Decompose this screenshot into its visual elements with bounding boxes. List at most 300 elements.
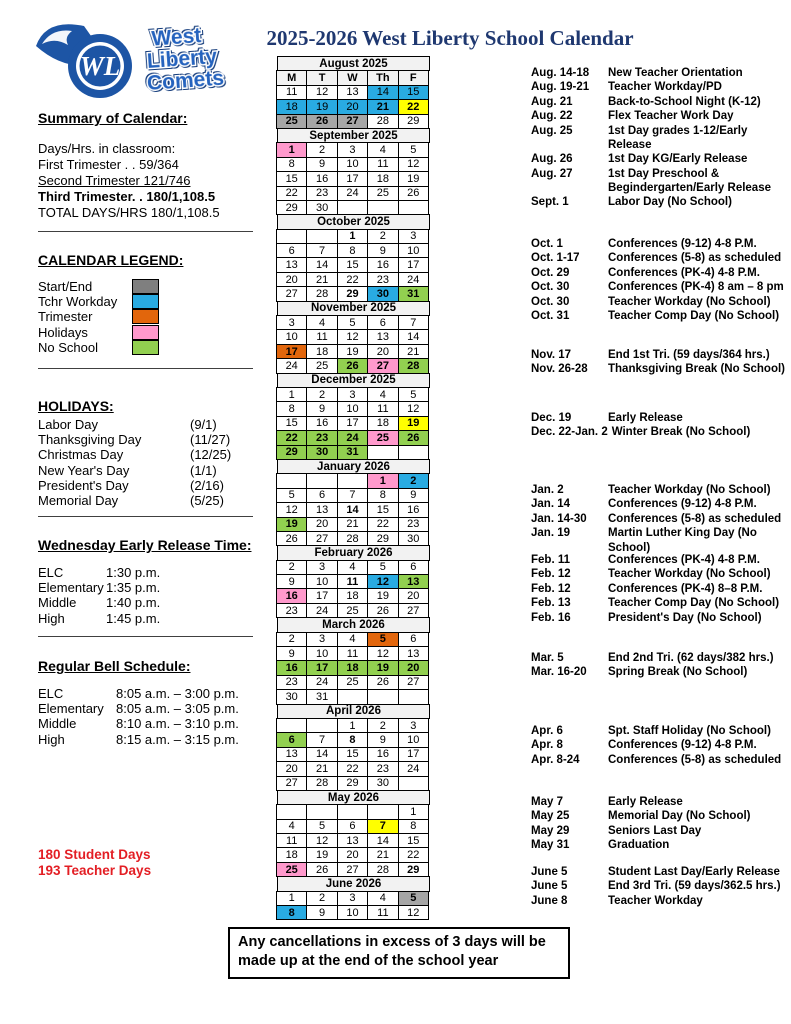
- day-cell: [398, 200, 429, 215]
- day-cell: 14: [337, 502, 368, 517]
- day-cell: 11: [306, 329, 337, 344]
- legend-swatch: [132, 309, 159, 324]
- day-cell: 17: [398, 747, 429, 762]
- event-date: Sept. 1: [531, 196, 569, 208]
- week-row: [277, 531, 430, 546]
- day-cell: 4: [367, 142, 398, 157]
- day-cell: 23: [367, 272, 398, 287]
- event-description: Martin Luther King Day (No School): [608, 527, 757, 554]
- month-header: April 2026: [277, 704, 430, 719]
- day-cell: 25: [367, 186, 398, 201]
- day-cell: 27: [306, 531, 337, 546]
- day-cell: 10: [337, 157, 368, 172]
- day-cell: 5: [276, 488, 307, 503]
- day-cell: 12: [367, 574, 398, 589]
- week-row: [277, 344, 430, 359]
- event-description: Thanksgiving Break (No School): [608, 363, 785, 376]
- event-date: Oct. 29: [531, 266, 570, 279]
- month-weeks: [277, 142, 430, 215]
- week-row: [277, 200, 430, 215]
- month-header: March 2026: [277, 617, 430, 632]
- day-cell: 4: [306, 315, 337, 330]
- event-date: Mar. 16-20: [531, 666, 587, 679]
- event-date: Apr. 8: [531, 739, 563, 752]
- school-level: Middle: [38, 716, 77, 732]
- day-cell: 19: [276, 517, 307, 532]
- day-cell: 21: [337, 517, 368, 532]
- day-cell: 9: [398, 488, 429, 503]
- day-cell: 26: [306, 114, 337, 129]
- week-row: [277, 632, 430, 647]
- legend-row: [38, 294, 253, 309]
- day-cell: 6: [398, 560, 429, 575]
- event-description: Conferences (PK-4) 8 am – 8 pm: [608, 281, 784, 294]
- day-cell: 18: [367, 416, 398, 431]
- day-cell: 19: [398, 416, 429, 431]
- release-time: 1:40 p.m.: [106, 595, 161, 611]
- week-row: [277, 905, 430, 920]
- summary-line: Days/Hrs. in classroom:: [38, 141, 176, 156]
- month-block: [277, 876, 430, 920]
- summary-heading: Summary of Calendar:: [38, 110, 188, 126]
- week-row: [277, 675, 430, 690]
- event-group: [531, 553, 791, 625]
- event-description: Teacher Workday: [608, 894, 703, 907]
- day-cell: [367, 689, 398, 704]
- day-cell: 1: [337, 718, 368, 733]
- day-cell: 31: [337, 445, 368, 460]
- day-cell: 16: [276, 660, 307, 675]
- week-row: [277, 416, 430, 431]
- day-cell: 10: [276, 329, 307, 344]
- day-cell: 7: [367, 819, 398, 834]
- day-cell: 1: [276, 891, 307, 906]
- day-cell: 10: [398, 243, 429, 258]
- day-cell: 2: [276, 560, 307, 575]
- day-cell: 29: [367, 531, 398, 546]
- event-row: [531, 651, 791, 665]
- week-row: [277, 603, 430, 618]
- event-description: Conferences (PK-4) 4-8 P.M.: [608, 266, 760, 279]
- day-cell: 19: [367, 588, 398, 603]
- event-description: President's Day (No School): [608, 611, 762, 624]
- legend-heading: CALENDAR LEGEND:: [38, 252, 184, 268]
- day-cell: 23: [276, 603, 307, 618]
- holiday-name: President's Day: [38, 477, 129, 493]
- day-cell: 6: [367, 315, 398, 330]
- event-description: Seniors Last Day: [608, 824, 702, 837]
- event-date: Feb. 12: [531, 568, 571, 581]
- month-block: [277, 128, 430, 215]
- day-cell: 31: [306, 689, 337, 704]
- month-block: [277, 790, 430, 877]
- day-cell: 26: [337, 358, 368, 373]
- event-date: Feb. 12: [531, 582, 571, 595]
- day-cell: 30: [276, 689, 307, 704]
- month-header: June 2026: [277, 876, 430, 891]
- event-date: Apr. 8-24: [531, 753, 580, 766]
- event-description: Graduation: [608, 839, 670, 852]
- day-cell: [367, 804, 398, 819]
- event-row: [531, 167, 791, 196]
- bell-times: 8:10 a.m. – 3:10 p.m.: [116, 716, 239, 732]
- week-row: [277, 502, 430, 517]
- day-cell: 3: [276, 315, 307, 330]
- day-cell: 28: [367, 114, 398, 129]
- week-row: [277, 718, 430, 733]
- event-row: [531, 109, 791, 123]
- event-date: Dec. 22-Jan. 2: [531, 426, 608, 439]
- day-cell: [398, 445, 429, 460]
- week-row: [277, 560, 430, 575]
- event-group: [531, 724, 791, 767]
- event-row: [531, 596, 791, 610]
- month-block: [277, 373, 430, 460]
- day-cell: 22: [398, 99, 429, 114]
- bell-schedule-list: [38, 686, 253, 747]
- day-cell: 5: [367, 560, 398, 575]
- day-cell: 5: [398, 891, 429, 906]
- day-cell: 20: [398, 588, 429, 603]
- school-level: Elementary: [38, 701, 104, 717]
- day-counts: [38, 847, 253, 879]
- divider: [38, 636, 253, 637]
- legend-swatch: [132, 325, 159, 340]
- day-cell: [337, 689, 368, 704]
- day-cell: 15: [398, 85, 429, 100]
- day-cell: 8: [367, 488, 398, 503]
- event-row: [531, 512, 791, 526]
- day-cell: [276, 804, 307, 819]
- day-cell: 18: [337, 588, 368, 603]
- event-row: [531, 483, 791, 497]
- event-date: Aug. 22: [531, 110, 573, 123]
- day-cell: [337, 804, 368, 819]
- week-row: [277, 286, 430, 301]
- week-row: [277, 776, 430, 791]
- day-cell: 10: [398, 732, 429, 747]
- event-description: Early Release: [608, 412, 683, 424]
- day-cell: 1: [276, 142, 307, 157]
- week-row: [277, 819, 430, 834]
- day-cell: 14: [398, 329, 429, 344]
- week-row: [277, 315, 430, 330]
- week-row: [277, 387, 430, 402]
- summary-lines: [38, 141, 253, 221]
- day-cell: 19: [306, 99, 337, 114]
- week-row: [277, 862, 430, 877]
- event-group: [531, 348, 791, 377]
- week-row: [277, 430, 430, 445]
- day-cell: 8: [337, 732, 368, 747]
- day-cell: 5: [337, 315, 368, 330]
- day-cell: 6: [337, 819, 368, 834]
- summary-line: Third Trimester. . 180/1,108.5: [38, 189, 216, 204]
- month-header: January 2026: [277, 459, 430, 474]
- day-cell: 2: [276, 632, 307, 647]
- holiday-date: (12/25): [190, 447, 232, 463]
- day-cell: 26: [398, 430, 429, 445]
- event-date: Feb. 16: [531, 611, 571, 624]
- events-column: [531, 0, 791, 1024]
- day-cell: 11: [337, 574, 368, 589]
- event-description: Spt. Staff Holiday (No School): [608, 725, 771, 737]
- day-cell: [306, 804, 337, 819]
- day-cell: 27: [337, 862, 368, 877]
- day-cell: 20: [306, 517, 337, 532]
- event-row: [531, 95, 791, 109]
- day-cell: 20: [276, 272, 307, 287]
- day-cell: 12: [276, 502, 307, 517]
- day-cell: 9: [276, 646, 307, 661]
- event-date: Aug. 25: [531, 124, 573, 137]
- holiday-name: Christmas Day: [38, 447, 124, 463]
- bell-schedule-row: [38, 732, 253, 747]
- day-cell: 5: [398, 387, 429, 402]
- event-description: 1st Day Preschool & Begindergarten/Early Release: [608, 167, 771, 195]
- event-date: May 31: [531, 839, 570, 852]
- day-cell: 23: [276, 675, 307, 690]
- bell-schedule-row: [38, 716, 253, 731]
- day-cell: 29: [398, 862, 429, 877]
- day-cell: 30: [367, 776, 398, 791]
- week-row: [277, 358, 430, 373]
- day-cell: 6: [306, 488, 337, 503]
- event-row: [531, 582, 791, 596]
- day-cell: 1: [337, 229, 368, 244]
- day-cell: 23: [306, 430, 337, 445]
- day-cell: 27: [276, 286, 307, 301]
- day-cell: 6: [398, 632, 429, 647]
- day-cell: 26: [398, 186, 429, 201]
- event-description: New Teacher Orientation: [608, 67, 743, 79]
- month-header: December 2025: [277, 373, 430, 388]
- day-cell: 30: [306, 200, 337, 215]
- event-description: Conferences (PK-4) 8–8 P.M.: [608, 582, 763, 595]
- day-cell: 13: [398, 646, 429, 661]
- event-row: [531, 724, 791, 738]
- event-description: Student Last Day/Early Release: [608, 866, 780, 878]
- day-cell: 8: [337, 243, 368, 258]
- event-row: [531, 66, 791, 80]
- school-level: Middle: [38, 595, 77, 611]
- week-row: [277, 517, 430, 532]
- event-group: [531, 795, 791, 853]
- month-block: [277, 459, 430, 546]
- day-cell: 13: [306, 502, 337, 517]
- day-cell: 27: [337, 114, 368, 129]
- legend-label: Tchr Workday: [38, 294, 118, 310]
- event-description: Labor Day (No School): [608, 196, 732, 208]
- day-cell: F: [398, 70, 429, 85]
- holiday-date: (5/25): [190, 493, 224, 509]
- day-cell: 25: [367, 430, 398, 445]
- event-description: 1st Day KG/Early Release: [608, 153, 748, 166]
- legend-items: [38, 279, 253, 355]
- day-cell: 1: [367, 473, 398, 488]
- week-row: [277, 401, 430, 416]
- week-row: [277, 646, 430, 661]
- day-cell: 27: [367, 358, 398, 373]
- day-cell: [306, 718, 337, 733]
- day-cell: 13: [276, 747, 307, 762]
- day-cell: [337, 473, 368, 488]
- event-row: [531, 894, 791, 908]
- event-date: Oct. 31: [531, 310, 570, 323]
- event-description: Conferences (5-8) as scheduled: [608, 753, 782, 766]
- month-block: [277, 214, 430, 301]
- event-date: Aug. 14-18: [531, 67, 590, 79]
- bell-schedule-heading: Regular Bell Schedule:: [38, 658, 191, 674]
- day-cell: 21: [398, 344, 429, 359]
- day-cell: 11: [367, 401, 398, 416]
- week-row: [277, 847, 430, 862]
- day-cell: 4: [337, 632, 368, 647]
- event-row: [531, 251, 791, 265]
- holiday-name: Thanksgiving Day: [38, 432, 142, 448]
- day-cell: 17: [337, 171, 368, 186]
- month-block: [277, 617, 430, 704]
- week-row: [277, 473, 430, 488]
- day-cell: Th: [367, 70, 398, 85]
- event-group: [531, 865, 791, 908]
- week-row: [277, 488, 430, 503]
- event-row: [531, 865, 791, 879]
- day-cell: 29: [276, 200, 307, 215]
- day-cell: 25: [337, 675, 368, 690]
- day-cell: 26: [367, 603, 398, 618]
- day-cell: 13: [337, 85, 368, 100]
- event-description: Flex Teacher Work Day: [608, 110, 734, 123]
- logo-monogram: WL: [79, 51, 121, 81]
- event-description: Conferences (5-8) as scheduled: [608, 512, 782, 525]
- bell-times: 8:05 a.m. – 3:05 p.m.: [116, 701, 239, 717]
- event-date: Feb. 13: [531, 597, 571, 610]
- summary-line: Second Trimester 121/746: [38, 173, 191, 188]
- event-date: Nov. 17: [531, 349, 572, 361]
- day-cell: 21: [367, 99, 398, 114]
- event-date: Oct. 1: [531, 238, 563, 250]
- event-description: Spring Break (No School): [608, 666, 748, 679]
- day-cell: 8: [276, 401, 307, 416]
- holiday-row: [38, 447, 253, 462]
- day-cell: 16: [367, 257, 398, 272]
- event-description: Teacher Comp Day (No School): [608, 310, 780, 323]
- early-release-list: [38, 565, 253, 626]
- event-date: May 25: [531, 810, 570, 823]
- day-cell: 18: [337, 660, 368, 675]
- month-weeks: [277, 560, 430, 619]
- day-cell: 26: [276, 531, 307, 546]
- school-level: High: [38, 731, 65, 747]
- event-row: [531, 824, 791, 838]
- release-time: 1:35 p.m.: [106, 580, 161, 596]
- week-row: [277, 660, 430, 675]
- event-group: [531, 66, 791, 196]
- holiday-name: Labor Day: [38, 417, 98, 432]
- legend-swatch: [132, 279, 159, 294]
- day-cell: 23: [398, 517, 429, 532]
- event-description: Teacher Workday (No School): [608, 568, 771, 581]
- bell-schedule-row: [38, 701, 253, 716]
- week-row: [277, 114, 430, 129]
- legend-swatch: [132, 294, 159, 309]
- day-cell: 10: [306, 574, 337, 589]
- event-date: June 5: [531, 880, 568, 893]
- day-cell: 16: [306, 416, 337, 431]
- event-description: Memorial Day (No School): [608, 810, 751, 823]
- day-cell: 7: [337, 488, 368, 503]
- calendar-grid: [277, 57, 430, 920]
- day-cell: 18: [276, 847, 307, 862]
- event-date: Jan. 19: [531, 527, 570, 540]
- day-cell: 1: [276, 387, 307, 402]
- event-description: Conferences (9-12) 4-8 P.M.: [608, 498, 757, 511]
- day-cell: [306, 473, 337, 488]
- event-row: [531, 838, 791, 852]
- day-cell: 13: [337, 833, 368, 848]
- day-cell: 27: [398, 603, 429, 618]
- month-header: August 2025: [277, 56, 430, 71]
- week-row: [277, 70, 430, 85]
- day-cell: [398, 689, 429, 704]
- week-row: [277, 157, 430, 172]
- day-cell: 5: [367, 632, 398, 647]
- day-cell: 19: [337, 344, 368, 359]
- event-description: Teacher Workday/PD: [608, 81, 722, 94]
- day-cell: 4: [337, 560, 368, 575]
- event-row: [531, 237, 791, 251]
- day-cell: 12: [367, 646, 398, 661]
- day-cell: 21: [306, 272, 337, 287]
- day-cell: 25: [276, 114, 307, 129]
- release-time: 1:45 p.m.: [106, 610, 161, 626]
- event-date: Dec. 19: [531, 412, 572, 424]
- week-row: [277, 99, 430, 114]
- event-group: [531, 411, 791, 440]
- early-release-heading: Wednesday Early Release Time:: [38, 537, 252, 553]
- event-description: Conferences (PK-4) 4-8 P.M.: [608, 554, 760, 566]
- day-cell: 18: [367, 171, 398, 186]
- day-cell: 29: [337, 776, 368, 791]
- day-cell: 22: [276, 430, 307, 445]
- day-cell: 1: [398, 804, 429, 819]
- day-cell: 3: [337, 891, 368, 906]
- day-cell: 24: [276, 358, 307, 373]
- event-row: [531, 795, 791, 809]
- holiday-date: (2/16): [190, 477, 224, 493]
- student-days: 180 Student Days: [38, 847, 151, 862]
- day-cell: 3: [337, 142, 368, 157]
- event-row: [531, 348, 791, 362]
- day-cell: 17: [337, 416, 368, 431]
- week-row: [277, 574, 430, 589]
- early-release-row: [38, 595, 253, 610]
- day-cell: 30: [398, 531, 429, 546]
- bell-schedule-row: [38, 686, 253, 701]
- month-header: November 2025: [277, 301, 430, 316]
- event-row: [531, 266, 791, 280]
- day-cell: 19: [306, 847, 337, 862]
- day-cell: 6: [276, 243, 307, 258]
- day-cell: 22: [367, 517, 398, 532]
- day-cell: 29: [276, 445, 307, 460]
- day-cell: 26: [306, 862, 337, 877]
- day-cell: 10: [337, 905, 368, 920]
- event-date: Oct. 1-17: [531, 252, 580, 265]
- day-cell: 7: [306, 243, 337, 258]
- event-date: Jan. 14: [531, 498, 570, 511]
